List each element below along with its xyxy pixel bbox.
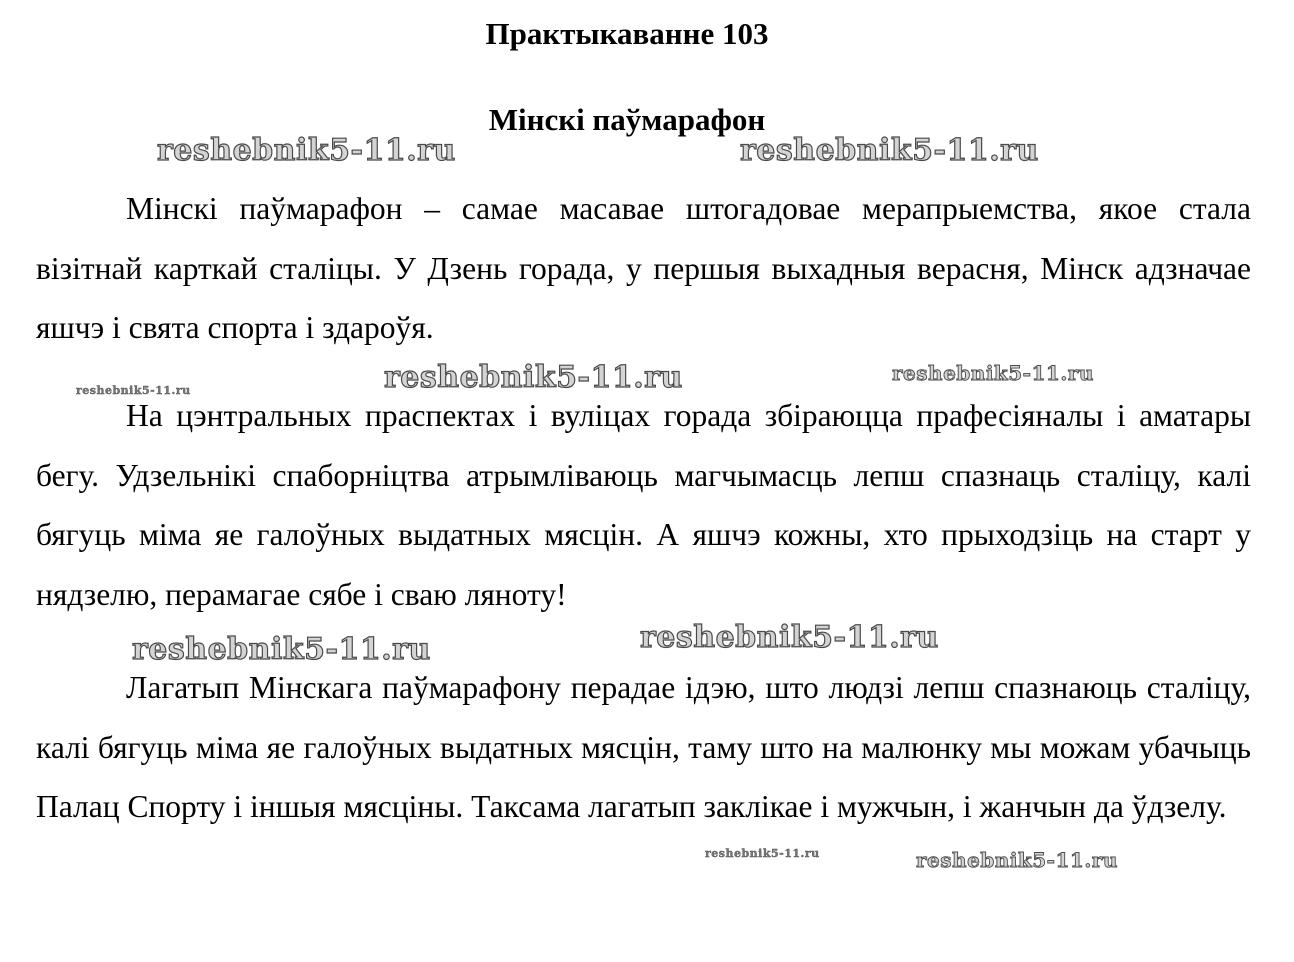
watermark: reshebnik5-11.ru xyxy=(76,384,191,397)
watermark: reshebnik5-11.ru xyxy=(705,847,820,860)
watermark: reshebnik5-11.ru xyxy=(640,620,939,655)
watermark: reshebnik5-11.ru xyxy=(384,360,683,395)
paragraph-2: На цэнтральных праспектах і вуліцах горада збіраюцца прафесіяналы і аматары бегу. Удзельнікі спаборніцтва атрымліваюць магчымасць лепш спазнаць сталіцу, калі бягуць міма яе галоўных выдатных мясцін. А яшчэ кожны, хто прыходзіць на старт у нядзелю, перамагае сябе і сваю ляноту! xyxy=(36,398,1251,612)
text-heading: Мінскі паўмарафон xyxy=(488,102,766,137)
paragraph-1: Мінскі паўмарафон – самае масавае штогадовае мерапрыемства, якое стала візітнай карткай сталіцы. У Дзень горада, у першыя выхадныя верасня, Мінск адзначае яшчэ і свята спорта і здароўя. xyxy=(36,191,1251,345)
page-title: Практыкаванне 103 xyxy=(485,16,769,51)
paragraph-3: Лагатып Мінскага паўмарафону перадае ідэю, што людзі лепш спазнаюць сталіцу, калі бягуць міма яе галоўных выдатных мясцін, таму што на малюнку мы можам убачыць Палац Спорту і іншыя мясціны. Таксама лагатып заклікае і мужчын, і жанчын да ўдзелу. xyxy=(36,670,1251,824)
watermark: reshebnik5-11.ru xyxy=(916,848,1118,872)
watermark: reshebnik5-11.ru xyxy=(892,361,1094,385)
watermark: reshebnik5-11.ru xyxy=(157,133,456,168)
watermark: reshebnik5-11.ru xyxy=(740,133,1039,168)
watermark: reshebnik5-11.ru xyxy=(132,632,431,667)
